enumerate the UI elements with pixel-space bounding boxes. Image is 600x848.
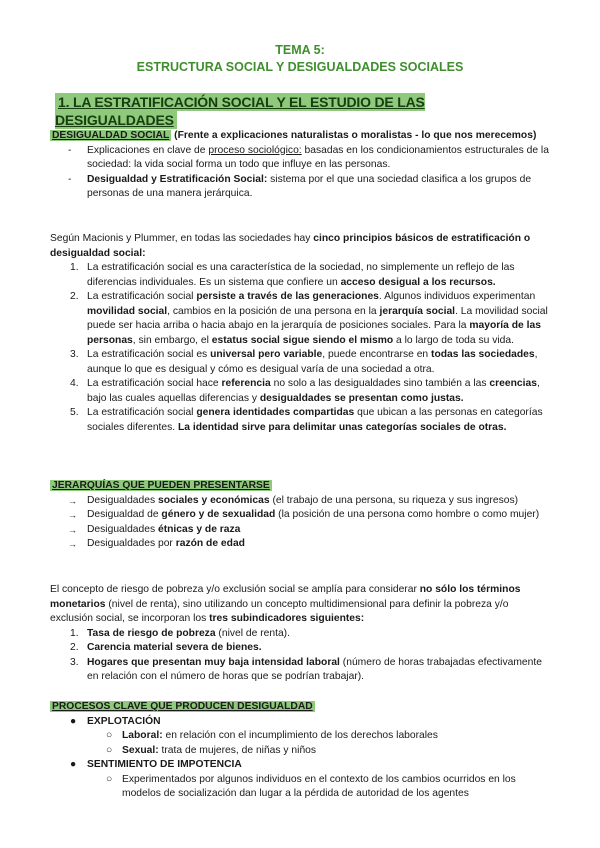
list-item: 1. Tasa de riesgo de pobreza (nivel de renta).	[70, 627, 290, 639]
arrow-bullet-icon: →	[68, 539, 77, 549]
list-item: ○ Experimentados por algunos individuos en el contexto de los cambios ocurridos en los modelos de socialización dan lugar a la pérdida de autoridad de los agentes	[106, 773, 516, 799]
list-item: ○ Sexual: trata de mujeres, de niñas y niños	[50, 744, 550, 759]
jerarquias-heading: JERARQUÍAS QUE PUEDEN PRESENTARSE	[52, 480, 270, 491]
dash-bullet: -	[68, 173, 72, 185]
list-item: - Explicaciones en clave de proceso sociológico: basadas en los condicionamientos estructurales de la sociedad: la vida social forma un todo que influye en las personas.	[68, 144, 549, 170]
list-item: ● EXPLOTACIÓN ○ Laboral: en relación con el incumplimiento de los derechos laborales ○ Sexual: trata de mujeres, de niñas y niños	[50, 715, 550, 759]
desigualdad-heading-line	[50, 129, 550, 144]
list-item: 3. La estratificación social es universal pero variable, puede encontrarse en todas las sociedades, aunque lo que es desigual y cómo es desigual varía de una sociedad a otra.	[70, 349, 538, 375]
bullet-icon: ●	[70, 759, 77, 770]
principios-block	[50, 232, 550, 435]
explotacion-sublist	[87, 729, 550, 758]
arrow-bullet-icon: →	[68, 524, 77, 535]
circle-bullet-icon: ○	[106, 773, 113, 785]
procesos-heading: PROCESOS CLAVE QUE PRODUCEN DESIGUALDAD	[52, 701, 313, 712]
pobreza-paragraph: El concepto de riesgo de pobreza y/o exclusión social se amplía para considerar no sólo los términos monetarios (nivel de renta), sino utilizando un concepto multidimensional para definir la pobreza y/o exclusión social, se incorporan los tres subindicadores siguientes:	[50, 584, 521, 624]
principios-list	[50, 261, 550, 435]
circle-bullet-icon: ○	[106, 730, 113, 741]
jerarquias-list	[50, 494, 550, 552]
dash-bullet: -	[68, 144, 72, 156]
desigualdad-heading-rest: (Frente a explicaciones naturalistas o moralistas - lo que nos merecemos)	[171, 130, 537, 141]
procesos-block	[50, 700, 550, 802]
list-item: 2. Carencia material severa de bienes.	[70, 642, 262, 653]
desigualdad-block	[50, 129, 550, 202]
impotencia-sublist	[87, 773, 550, 802]
bullet-icon: ●	[70, 715, 77, 727]
list-item: ○ Laboral: en relación con el incumplimiento de los derechos laborales	[50, 729, 550, 744]
tema-label: TEMA 5:	[275, 43, 325, 57]
list-item: → Desigualdades étnicas y de raza	[50, 523, 550, 538]
circle-bullet-icon: ○	[106, 744, 113, 756]
list-item: 2. La estratificación social persiste a través de las generaciones. Algunos individuos experimentan movilidad social, cambios en la posición de una persona en la jerarquía social. La movilidad social puede ser hacia arriba o hacia abajo en la jerarquía de posiciones sociales. Para la mayoría de las personas, sin embargo, el estatus social sigue siendo el mismo a lo largo de toda su vida.	[70, 291, 548, 346]
arrow-bullet-icon: →	[68, 495, 77, 506]
jerarquias-block	[50, 479, 550, 552]
list-item: → Desigualdad de género y de sexualidad (la posición de una persona como hombre o como mujer)	[50, 508, 550, 523]
desigualdad-list	[50, 144, 550, 202]
list-item: 1. La estratificación social es una característica de la sociedad, no simplemente un reflejo de las diferencias individuales. Es un sistema que confiere un acceso desigual a los recursos.	[70, 262, 515, 288]
list-item: 5. La estratificación social genera identidades compartidas que ubican a las personas en categorías sociales diferentes. La identidad sirve para delimitar unas categorías sociales de otras.	[70, 407, 543, 433]
tema-subtitle: ESTRUCTURA SOCIAL Y DESIGUALDADES SOCIALES	[136, 60, 464, 74]
arrow-bullet-icon: →	[68, 510, 77, 520]
list-item: 4. La estratificación social hace referencia no solo a las desigualdades sino también a las creencias, bajo las cuales aquellas diferencias y desigualdades se presentan como justas.	[70, 378, 540, 404]
list-item: 3. Hogares que presentan muy baja intensidad laboral (número de horas trabajadas efectivamente en relación con el número de horas que se podrían trabajar).	[70, 656, 542, 682]
list-item: - Desigualdad y Estratificación Social: sistema por el que una sociedad clasifica a los grupos de personas de una manera jerárquica.	[68, 173, 532, 199]
chapter-title	[0, 42, 600, 76]
list-item: → Desigualdades por razón de edad	[50, 537, 550, 552]
procesos-list	[50, 715, 550, 802]
desigualdad-heading: DESIGUALDAD SOCIAL	[52, 130, 170, 141]
subindicadores-list	[50, 627, 550, 685]
pobreza-block	[50, 583, 550, 685]
principios-intro: Según Macionis y Plummer, en todas las sociedades hay cinco principios básicos de estratificación o desigualdad social:	[50, 233, 531, 259]
section-1-heading	[55, 95, 545, 130]
section-1-title: 1. LA ESTRATIFICACIÓN SOCIAL Y EL ESTUDIO DE LAS DESIGUALDADES	[55, 94, 425, 128]
list-item: ● SENTIMIENTO DE IMPOTENCIA ○ Experimentados por algunos individuos en el contexto de los cambios ocurridos en los modelos de socialización dan lugar a la pérdida de autoridad de los agentes	[50, 758, 550, 802]
list-item: → Desigualdades sociales y económicas (el trabajo de una persona, su riqueza y sus ingresos)	[50, 494, 550, 509]
